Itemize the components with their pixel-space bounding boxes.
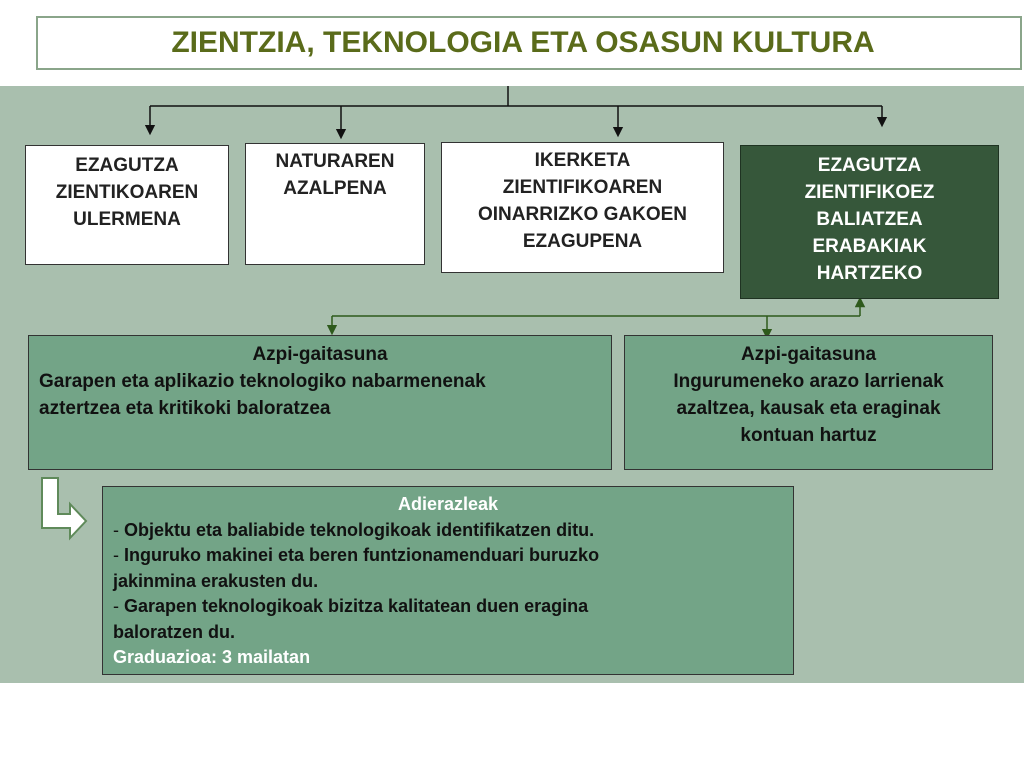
sub-1-line-1: Garapen eta aplikazio teknologiko nabarmenenak <box>39 371 486 392</box>
box-research-keys <box>441 142 724 273</box>
box-1-line-2: ZIENTIKOAREN <box>55 182 199 203</box>
sub-competence-environment <box>624 335 993 470</box>
box-4-line-3: BALIATZEA <box>816 209 923 230</box>
graduation-text: Graduazioa: 3 mailatan <box>113 647 311 667</box>
sub-2-heading: Azpi-gaitasuna <box>740 344 877 365</box>
box-4-line-1: EZAGUTZA <box>817 155 922 176</box>
indicator-item: - Inguruko makinei eta beren funtzionamenduari buruzko <box>113 545 600 565</box>
box-nature-explanation <box>245 143 425 265</box>
sub-2-line-1: Ingurumeneko arazo larrienak <box>673 371 944 392</box>
sub-2-line-3: kontuan hartuz <box>740 425 877 446</box>
box-2-line-1: NATURAREN <box>275 151 395 172</box>
box-3-line-2: ZIENTIFIKOAREN <box>502 177 663 198</box>
box-1-line-3: ULERMENA <box>73 209 181 230</box>
box-3-line-4: EZAGUPENA <box>522 231 643 252</box>
indicator-item: jakinmina erakusten du. <box>113 570 319 591</box>
bent-arrow-icon <box>42 478 86 538</box>
box-2-line-2: AZALPENA <box>283 178 387 199</box>
box-decision-making <box>740 145 999 299</box>
box-1-line-1: EZAGUTZA <box>75 155 179 176</box>
sub-1-line-2: aztertzea eta kritikoki baloratzea <box>39 398 331 419</box>
indicator-item: - Objektu eta baliabide teknologikoak identifikatzen ditu. <box>113 519 595 540</box>
indicator-item: baloratzen du. <box>113 621 236 642</box>
sub-1-heading: Azpi-gaitasuna <box>252 344 388 365</box>
indicators-heading: Adierazleak <box>397 494 499 514</box>
indicators-box <box>102 486 794 675</box>
page-title: ZIENTZIA, TEKNOLOGIA ETA OSASUN KULTURA <box>171 26 875 59</box>
box-4-line-5: HARTZEKO <box>816 263 923 284</box>
indicator-item: - Garapen teknologikoak bizitza kalitatean duen eragina <box>113 596 589 616</box>
box-3-line-1: IKERKETA <box>534 150 631 171</box>
box-4-line-2: ZIENTIFIKOEZ <box>804 182 935 203</box>
sub-2-line-2: azaltzea, kausak eta eraginak <box>676 398 941 419</box>
box-scientific-knowledge <box>25 145 229 265</box>
box-3-line-3: OINARRIZKO GAKOEN <box>478 204 687 225</box>
box-4-line-4: ERABAKIAK <box>812 236 927 257</box>
sub-competence-technology <box>28 335 612 470</box>
